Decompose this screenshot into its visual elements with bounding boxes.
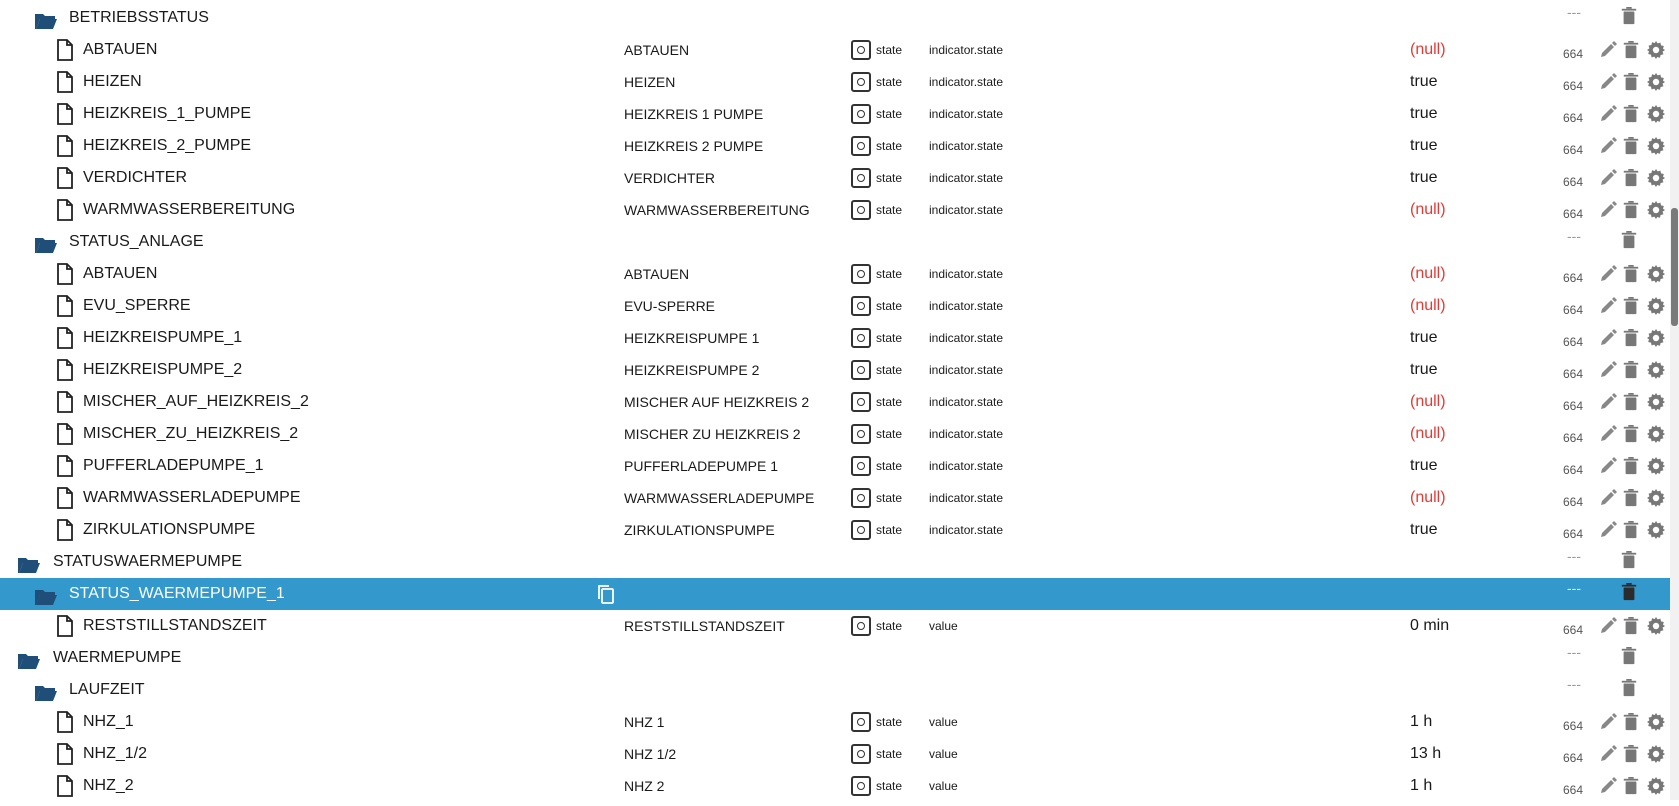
state-role-icon — [851, 264, 871, 284]
object-title: ZIRKULATIONSPUMPE — [624, 522, 775, 538]
object-title: WARMWASSERLADEPUMPE — [624, 490, 815, 506]
trash-icon[interactable] — [1622, 744, 1640, 764]
acl-value: 664 — [1563, 623, 1584, 637]
object-type: state — [876, 747, 903, 761]
object-value[interactable]: 1 h — [1410, 713, 1433, 730]
object-name[interactable]: ZIRKULATIONSPUMPE — [83, 521, 256, 538]
state-row[interactable] — [0, 418, 1670, 450]
object-value[interactable]: true — [1410, 361, 1438, 378]
file-icon — [55, 615, 75, 637]
state-role-icon — [851, 40, 871, 60]
object-name[interactable]: HEIZKREIS_1_PUMPE — [83, 105, 252, 122]
trash-icon[interactable] — [1622, 392, 1640, 412]
object-type: state — [876, 139, 903, 153]
gear-icon[interactable] — [1646, 104, 1666, 124]
acl-dash: --- — [1567, 676, 1581, 692]
trash-icon[interactable] — [1622, 136, 1640, 156]
object-name[interactable]: STATUS_WAERMEPUMPE_1 — [69, 585, 285, 602]
acl-value: 664 — [1563, 431, 1584, 445]
object-role: indicator.state — [929, 523, 1004, 537]
state-row[interactable] — [0, 386, 1670, 418]
trash-icon[interactable] — [1620, 646, 1638, 666]
object-name[interactable]: VERDICHTER — [83, 169, 188, 186]
object-value[interactable]: true — [1410, 169, 1438, 186]
object-value[interactable]: true — [1410, 457, 1438, 474]
object-type: state — [876, 715, 903, 729]
trash-icon[interactable] — [1622, 72, 1640, 92]
object-type: state — [876, 331, 903, 345]
gear-icon[interactable] — [1646, 168, 1666, 188]
trash-icon[interactable] — [1622, 168, 1640, 188]
state-row[interactable] — [0, 770, 1670, 802]
file-icon — [55, 263, 75, 285]
trash-icon[interactable] — [1620, 582, 1638, 602]
object-title: HEIZKREISPUMPE 2 — [624, 362, 760, 378]
object-role: indicator.state — [929, 491, 1004, 505]
gear-icon[interactable] — [1646, 200, 1666, 220]
object-name[interactable]: WARMWASSERBEREITUNG — [83, 201, 296, 218]
state-role-icon — [851, 72, 871, 92]
gear-icon[interactable] — [1646, 360, 1666, 380]
object-name[interactable]: MISCHER_AUF_HEIZKREIS_2 — [83, 393, 309, 410]
pencil-icon[interactable] — [1598, 424, 1618, 444]
file-icon — [55, 135, 75, 157]
object-title: ABTAUEN — [624, 266, 690, 282]
object-role: indicator.state — [929, 427, 1004, 441]
object-title: HEIZKREIS 1 PUMPE — [624, 106, 764, 122]
object-title: VERDICHTER — [624, 170, 716, 186]
folder-row[interactable] — [0, 578, 1670, 610]
pencil-icon[interactable] — [1598, 296, 1618, 316]
state-row[interactable] — [0, 354, 1670, 386]
state-row[interactable] — [0, 290, 1670, 322]
gear-icon[interactable] — [1646, 744, 1666, 764]
object-role: value — [929, 779, 958, 793]
acl-value: 664 — [1563, 783, 1584, 797]
object-type: state — [876, 75, 903, 89]
folder-row[interactable] — [0, 642, 1670, 674]
object-title: RESTSTILLSTANDSZEIT — [624, 618, 785, 634]
state-role-icon — [851, 360, 871, 380]
acl-value: 664 — [1563, 335, 1584, 349]
pencil-icon[interactable] — [1598, 616, 1618, 636]
state-role-icon — [851, 712, 871, 732]
acl-value: 664 — [1563, 175, 1584, 189]
object-name[interactable]: HEIZKREIS_2_PUMPE — [83, 137, 252, 154]
object-title: HEIZKREIS 2 PUMPE — [624, 138, 764, 154]
state-role-icon — [851, 328, 871, 348]
pencil-icon[interactable] — [1598, 104, 1618, 124]
object-title: NHZ 1 — [624, 714, 665, 730]
trash-icon[interactable] — [1622, 40, 1640, 60]
pencil-icon[interactable] — [1598, 264, 1618, 284]
gear-icon[interactable] — [1646, 392, 1666, 412]
object-type: state — [876, 171, 903, 185]
state-row[interactable] — [0, 514, 1670, 546]
object-type: state — [876, 203, 903, 217]
object-type: state — [876, 43, 903, 57]
object-type: state — [876, 427, 903, 441]
object-name[interactable]: HEIZKREISPUMPE_2 — [83, 361, 243, 378]
trash-icon[interactable] — [1622, 200, 1640, 220]
state-role-icon — [851, 200, 871, 220]
state-row[interactable] — [0, 258, 1670, 290]
file-icon — [55, 487, 75, 509]
pencil-icon[interactable] — [1598, 392, 1618, 412]
object-type: state — [876, 619, 903, 633]
file-icon — [55, 455, 75, 477]
gear-icon[interactable] — [1646, 328, 1666, 348]
object-role: indicator.state — [929, 107, 1004, 121]
acl-value: 664 — [1563, 495, 1584, 509]
folder-open-icon[interactable] — [33, 585, 59, 607]
object-title: NHZ 2 — [624, 778, 665, 794]
object-role: indicator.state — [929, 363, 1004, 377]
acl-value: 664 — [1563, 47, 1584, 61]
pencil-icon[interactable] — [1598, 136, 1618, 156]
state-role-icon — [851, 616, 871, 636]
object-value[interactable]: 0 min — [1410, 617, 1450, 634]
object-name[interactable]: MISCHER_ZU_HEIZKREIS_2 — [83, 425, 299, 442]
object-role: indicator.state — [929, 299, 1004, 313]
trash-icon[interactable] — [1622, 520, 1640, 540]
acl-value: 664 — [1563, 751, 1584, 765]
object-type: state — [876, 267, 903, 281]
object-value[interactable]: true — [1410, 105, 1438, 122]
trash-icon[interactable] — [1620, 678, 1638, 698]
object-name[interactable]: ABTAUEN — [83, 41, 158, 58]
state-role-icon — [851, 136, 871, 156]
object-name[interactable]: WARMWASSERLADEPUMPE — [83, 489, 301, 506]
object-type: state — [876, 363, 903, 377]
pencil-icon[interactable] — [1598, 488, 1618, 508]
file-icon — [55, 71, 75, 93]
object-type: state — [876, 459, 903, 473]
pencil-icon[interactable] — [1598, 776, 1618, 796]
pencil-icon[interactable] — [1598, 520, 1618, 540]
object-value[interactable]: (null) — [1410, 201, 1446, 218]
file-icon — [55, 775, 75, 797]
gear-icon[interactable] — [1646, 488, 1666, 508]
state-row[interactable] — [0, 482, 1670, 514]
file-icon — [55, 167, 75, 189]
object-value[interactable]: true — [1410, 73, 1438, 90]
object-name[interactable]: STATUS_ANLAGE — [69, 233, 204, 250]
trash-icon[interactable] — [1622, 264, 1640, 284]
state-role-icon — [851, 488, 871, 508]
acl-value: 664 — [1563, 527, 1584, 541]
file-icon — [55, 519, 75, 541]
object-value[interactable]: (null) — [1410, 297, 1446, 314]
object-role: indicator.state — [929, 203, 1004, 217]
object-type: state — [876, 491, 903, 505]
acl-value: 664 — [1563, 399, 1584, 413]
folder-row[interactable] — [0, 226, 1670, 258]
gear-icon[interactable] — [1646, 776, 1666, 796]
state-role-icon — [851, 520, 871, 540]
object-title: ABTAUEN — [624, 42, 690, 58]
copy-icon[interactable] — [596, 584, 616, 604]
pencil-icon[interactable] — [1598, 40, 1618, 60]
gear-icon[interactable] — [1646, 616, 1666, 636]
object-role: indicator.state — [929, 331, 1004, 345]
gear-icon[interactable] — [1646, 72, 1666, 92]
trash-icon[interactable] — [1622, 488, 1640, 508]
object-role: indicator.state — [929, 459, 1004, 473]
pencil-icon[interactable] — [1598, 712, 1618, 732]
file-icon — [55, 391, 75, 413]
trash-icon[interactable] — [1622, 776, 1640, 796]
object-value[interactable]: 13 h — [1410, 745, 1442, 762]
file-icon — [55, 711, 75, 733]
object-name[interactable]: NHZ_2 — [83, 777, 134, 794]
acl-value: 664 — [1563, 303, 1584, 317]
file-icon — [55, 295, 75, 317]
state-row[interactable] — [0, 194, 1670, 226]
object-name[interactable]: EVU_SPERRE — [83, 297, 191, 314]
trash-icon[interactable] — [1622, 456, 1640, 476]
trash-icon[interactable] — [1622, 712, 1640, 732]
object-title: MISCHER ZU HEIZKREIS 2 — [624, 426, 801, 442]
object-title: NHZ 1/2 — [624, 746, 677, 762]
state-row[interactable] — [0, 706, 1670, 738]
object-type: state — [876, 395, 903, 409]
trash-icon[interactable] — [1622, 328, 1640, 348]
pencil-icon[interactable] — [1598, 72, 1618, 92]
object-value[interactable]: (null) — [1410, 393, 1446, 410]
folder-open-icon[interactable] — [33, 9, 59, 31]
object-type: state — [876, 107, 903, 121]
scrollbar-track[interactable] — [1670, 0, 1679, 800]
object-role: value — [929, 715, 958, 729]
object-name[interactable]: RESTSTILLSTANDSZEIT — [83, 617, 267, 634]
object-type: state — [876, 523, 903, 537]
state-role-icon — [851, 744, 871, 764]
gear-icon[interactable] — [1646, 136, 1666, 156]
object-role: value — [929, 747, 958, 761]
acl-value: 664 — [1563, 143, 1584, 157]
file-icon — [55, 199, 75, 221]
object-name[interactable]: STATUSWAERMEPUMPE — [53, 553, 243, 570]
state-role-icon — [851, 104, 871, 124]
object-value[interactable]: (null) — [1410, 41, 1446, 58]
state-role-icon — [851, 296, 871, 316]
folder-row[interactable] — [0, 2, 1670, 34]
file-icon — [55, 743, 75, 765]
folder-row[interactable] — [0, 674, 1670, 706]
object-type: state — [876, 779, 903, 793]
acl-value: 664 — [1563, 271, 1584, 285]
state-row[interactable] — [0, 162, 1670, 194]
object-role: indicator.state — [929, 395, 1004, 409]
object-value[interactable]: (null) — [1410, 425, 1446, 442]
state-role-icon — [851, 456, 871, 476]
gear-icon[interactable] — [1646, 296, 1666, 316]
state-role-icon — [851, 168, 871, 188]
pencil-icon[interactable] — [1598, 744, 1618, 764]
state-role-icon — [851, 392, 871, 412]
pencil-icon[interactable] — [1598, 328, 1618, 348]
object-title: MISCHER AUF HEIZKREIS 2 — [624, 394, 810, 410]
pencil-icon[interactable] — [1598, 360, 1618, 380]
acl-value: 664 — [1563, 719, 1584, 733]
file-icon — [55, 39, 75, 61]
file-icon — [55, 423, 75, 445]
folder-open-icon[interactable] — [16, 553, 42, 575]
trash-icon[interactable] — [1622, 360, 1640, 380]
state-row[interactable] — [0, 98, 1670, 130]
state-role-icon — [851, 424, 871, 444]
trash-icon[interactable] — [1620, 6, 1638, 26]
object-role: indicator.state — [929, 75, 1004, 89]
object-title: PUFFERLADEPUMPE 1 — [624, 458, 779, 474]
acl-value: 664 — [1563, 79, 1584, 93]
object-title: HEIZKREISPUMPE 1 — [624, 330, 760, 346]
object-type: state — [876, 299, 903, 313]
object-name[interactable]: HEIZEN — [83, 73, 142, 90]
acl-dash: --- — [1567, 228, 1581, 244]
file-icon — [55, 327, 75, 349]
gear-icon[interactable] — [1646, 40, 1666, 60]
object-name[interactable]: NHZ_1 — [83, 713, 134, 730]
object-role: indicator.state — [929, 139, 1004, 153]
object-value[interactable]: 1 h — [1410, 777, 1433, 794]
acl-dash: --- — [1567, 644, 1581, 660]
object-name[interactable]: ABTAUEN — [83, 265, 158, 282]
state-row[interactable] — [0, 322, 1670, 354]
acl-value: 664 — [1563, 111, 1584, 125]
object-title: HEIZEN — [624, 74, 676, 90]
file-icon — [55, 103, 75, 125]
acl-value: 664 — [1563, 207, 1584, 221]
state-row[interactable] — [0, 34, 1670, 66]
object-name[interactable]: PUFFERLADEPUMPE_1 — [83, 457, 264, 474]
folder-open-icon[interactable] — [33, 233, 59, 255]
object-role: indicator.state — [929, 171, 1004, 185]
object-name[interactable]: BETRIEBSSTATUS — [69, 9, 209, 26]
gear-icon[interactable] — [1646, 424, 1666, 444]
trash-icon[interactable] — [1620, 230, 1638, 250]
object-value[interactable]: true — [1410, 521, 1438, 538]
object-name[interactable]: LAUFZEIT — [69, 681, 145, 698]
scrollbar-thumb[interactable] — [1671, 208, 1678, 326]
object-role: value — [929, 619, 958, 633]
acl-value: 664 — [1563, 463, 1584, 477]
acl-dash: --- — [1567, 548, 1581, 564]
object-value[interactable]: true — [1410, 137, 1438, 154]
acl-value: 664 — [1563, 367, 1584, 381]
state-row[interactable] — [0, 738, 1670, 770]
object-title: EVU-SPERRE — [624, 298, 716, 314]
object-title: WARMWASSERBEREITUNG — [624, 202, 810, 218]
acl-dash: --- — [1567, 4, 1581, 20]
folder-open-icon[interactable] — [33, 681, 59, 703]
gear-icon[interactable] — [1646, 264, 1666, 284]
folder-open-icon[interactable] — [16, 649, 42, 671]
object-value[interactable]: (null) — [1410, 265, 1446, 282]
gear-icon[interactable] — [1646, 712, 1666, 732]
pencil-icon[interactable] — [1598, 456, 1618, 476]
object-role: indicator.state — [929, 43, 1004, 57]
object-name[interactable]: WAERMEPUMPE — [53, 649, 182, 666]
object-value[interactable]: true — [1410, 329, 1438, 346]
gear-icon[interactable] — [1646, 456, 1666, 476]
file-icon — [55, 359, 75, 381]
object-value[interactable]: (null) — [1410, 489, 1446, 506]
trash-icon[interactable] — [1622, 424, 1640, 444]
state-row[interactable] — [0, 66, 1670, 98]
trash-icon[interactable] — [1622, 296, 1640, 316]
trash-icon[interactable] — [1622, 104, 1640, 124]
acl-dash: --- — [1567, 580, 1581, 596]
state-row[interactable] — [0, 610, 1670, 642]
object-role: indicator.state — [929, 267, 1004, 281]
trash-icon[interactable] — [1622, 616, 1640, 636]
pencil-icon[interactable] — [1598, 168, 1618, 188]
object-name[interactable]: HEIZKREISPUMPE_1 — [83, 329, 243, 346]
state-row[interactable] — [0, 130, 1670, 162]
folder-row[interactable] — [0, 546, 1670, 578]
gear-icon[interactable] — [1646, 520, 1666, 540]
object-name[interactable]: NHZ_1/2 — [83, 745, 148, 762]
state-role-icon — [851, 776, 871, 796]
pencil-icon[interactable] — [1598, 200, 1618, 220]
trash-icon[interactable] — [1620, 550, 1638, 570]
state-row[interactable] — [0, 450, 1670, 482]
